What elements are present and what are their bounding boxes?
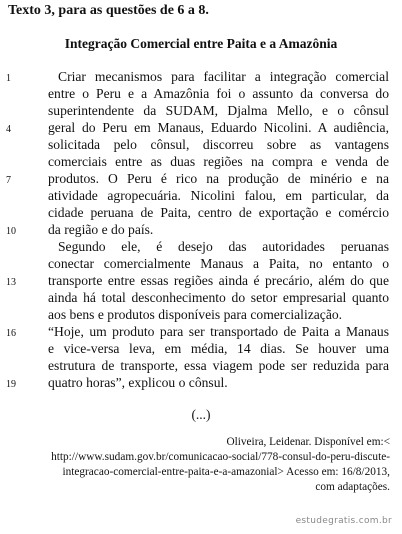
text-line: Criar mecanismos para facilitar a integração comercial	[58, 69, 389, 84]
text-line: cidade peruana de Paita, centro de exportação e comércio	[48, 205, 389, 220]
text-line: comerciais entre as duas regiões na compra e venda de	[48, 154, 389, 169]
source-link[interactable]: http://www.sudam.gov.br/comunicacao-social/778-consul-do-peru-discute-	[51, 451, 390, 463]
text-line: Segundo ele, é desejo das autoridades peruanas	[58, 239, 389, 254]
text-line: transporte entre essas regiões ainda é precário, além do que	[48, 273, 389, 288]
text-line: e vice-versa leva, em média, 14 dias. Se houver uma	[48, 341, 389, 356]
section-heading: Texto 3, para as questões de 6 a 8.	[8, 3, 209, 18]
text-line: entre o Peru e a Amazônia foi o assunto da conversa do	[48, 86, 389, 101]
ellipsis: (...)	[191, 407, 211, 422]
line-number: 4	[6, 124, 11, 135]
text-line: geral do Peru em Manaus, Eduardo Nicolini. A audiência,	[48, 120, 389, 135]
text-line: quatro horas”, explicou o cônsul.	[48, 375, 228, 390]
line-number: 19	[6, 379, 16, 390]
text-line: produtos. O Peru é rico na produção de minério e na	[48, 171, 389, 186]
text-line: da região e do país.	[48, 222, 154, 237]
text-line: solicitada pelo cônsul, discorreu sobre as vantagens	[48, 137, 389, 152]
text-line: “Hoje, um produto para ser transportado de Paita a Manaus	[48, 324, 389, 339]
line-number: 13	[6, 277, 16, 288]
line-number: 1	[6, 73, 11, 84]
line-number: 10	[6, 226, 16, 237]
source-line: com adaptações.	[315, 481, 390, 493]
article-title: Integração Comercial entre Paita e a Amazônia	[64, 36, 338, 51]
line-number: 7	[6, 175, 11, 186]
text-line: ainda há total desconhecimento do setor empresarial quanto	[48, 290, 389, 305]
text-line: superintendente da SUDAM, Djalma Mello, e o cônsul	[48, 103, 389, 118]
watermark: estudegratis.com.br	[295, 516, 392, 526]
text-line: estrutura de transporte, essa viagem pode ser reduzida para	[48, 358, 389, 373]
source-line: integracao-comercial-entre-paita-e-a-amazonial> Acesso em: 16/8/2013,	[62, 466, 390, 478]
text-line: conectar comercialmente Manaus a Paita, no entanto o	[48, 256, 389, 271]
source-line: Oliveira, Leidenar. Disponível em:<	[226, 436, 390, 448]
text-line: atividade agropecuária. Nicolini falou, em particular, da	[48, 188, 389, 203]
text-line: aos bens e produtos disponíveis para comercialização.	[48, 307, 343, 322]
line-number: 16	[6, 328, 16, 339]
